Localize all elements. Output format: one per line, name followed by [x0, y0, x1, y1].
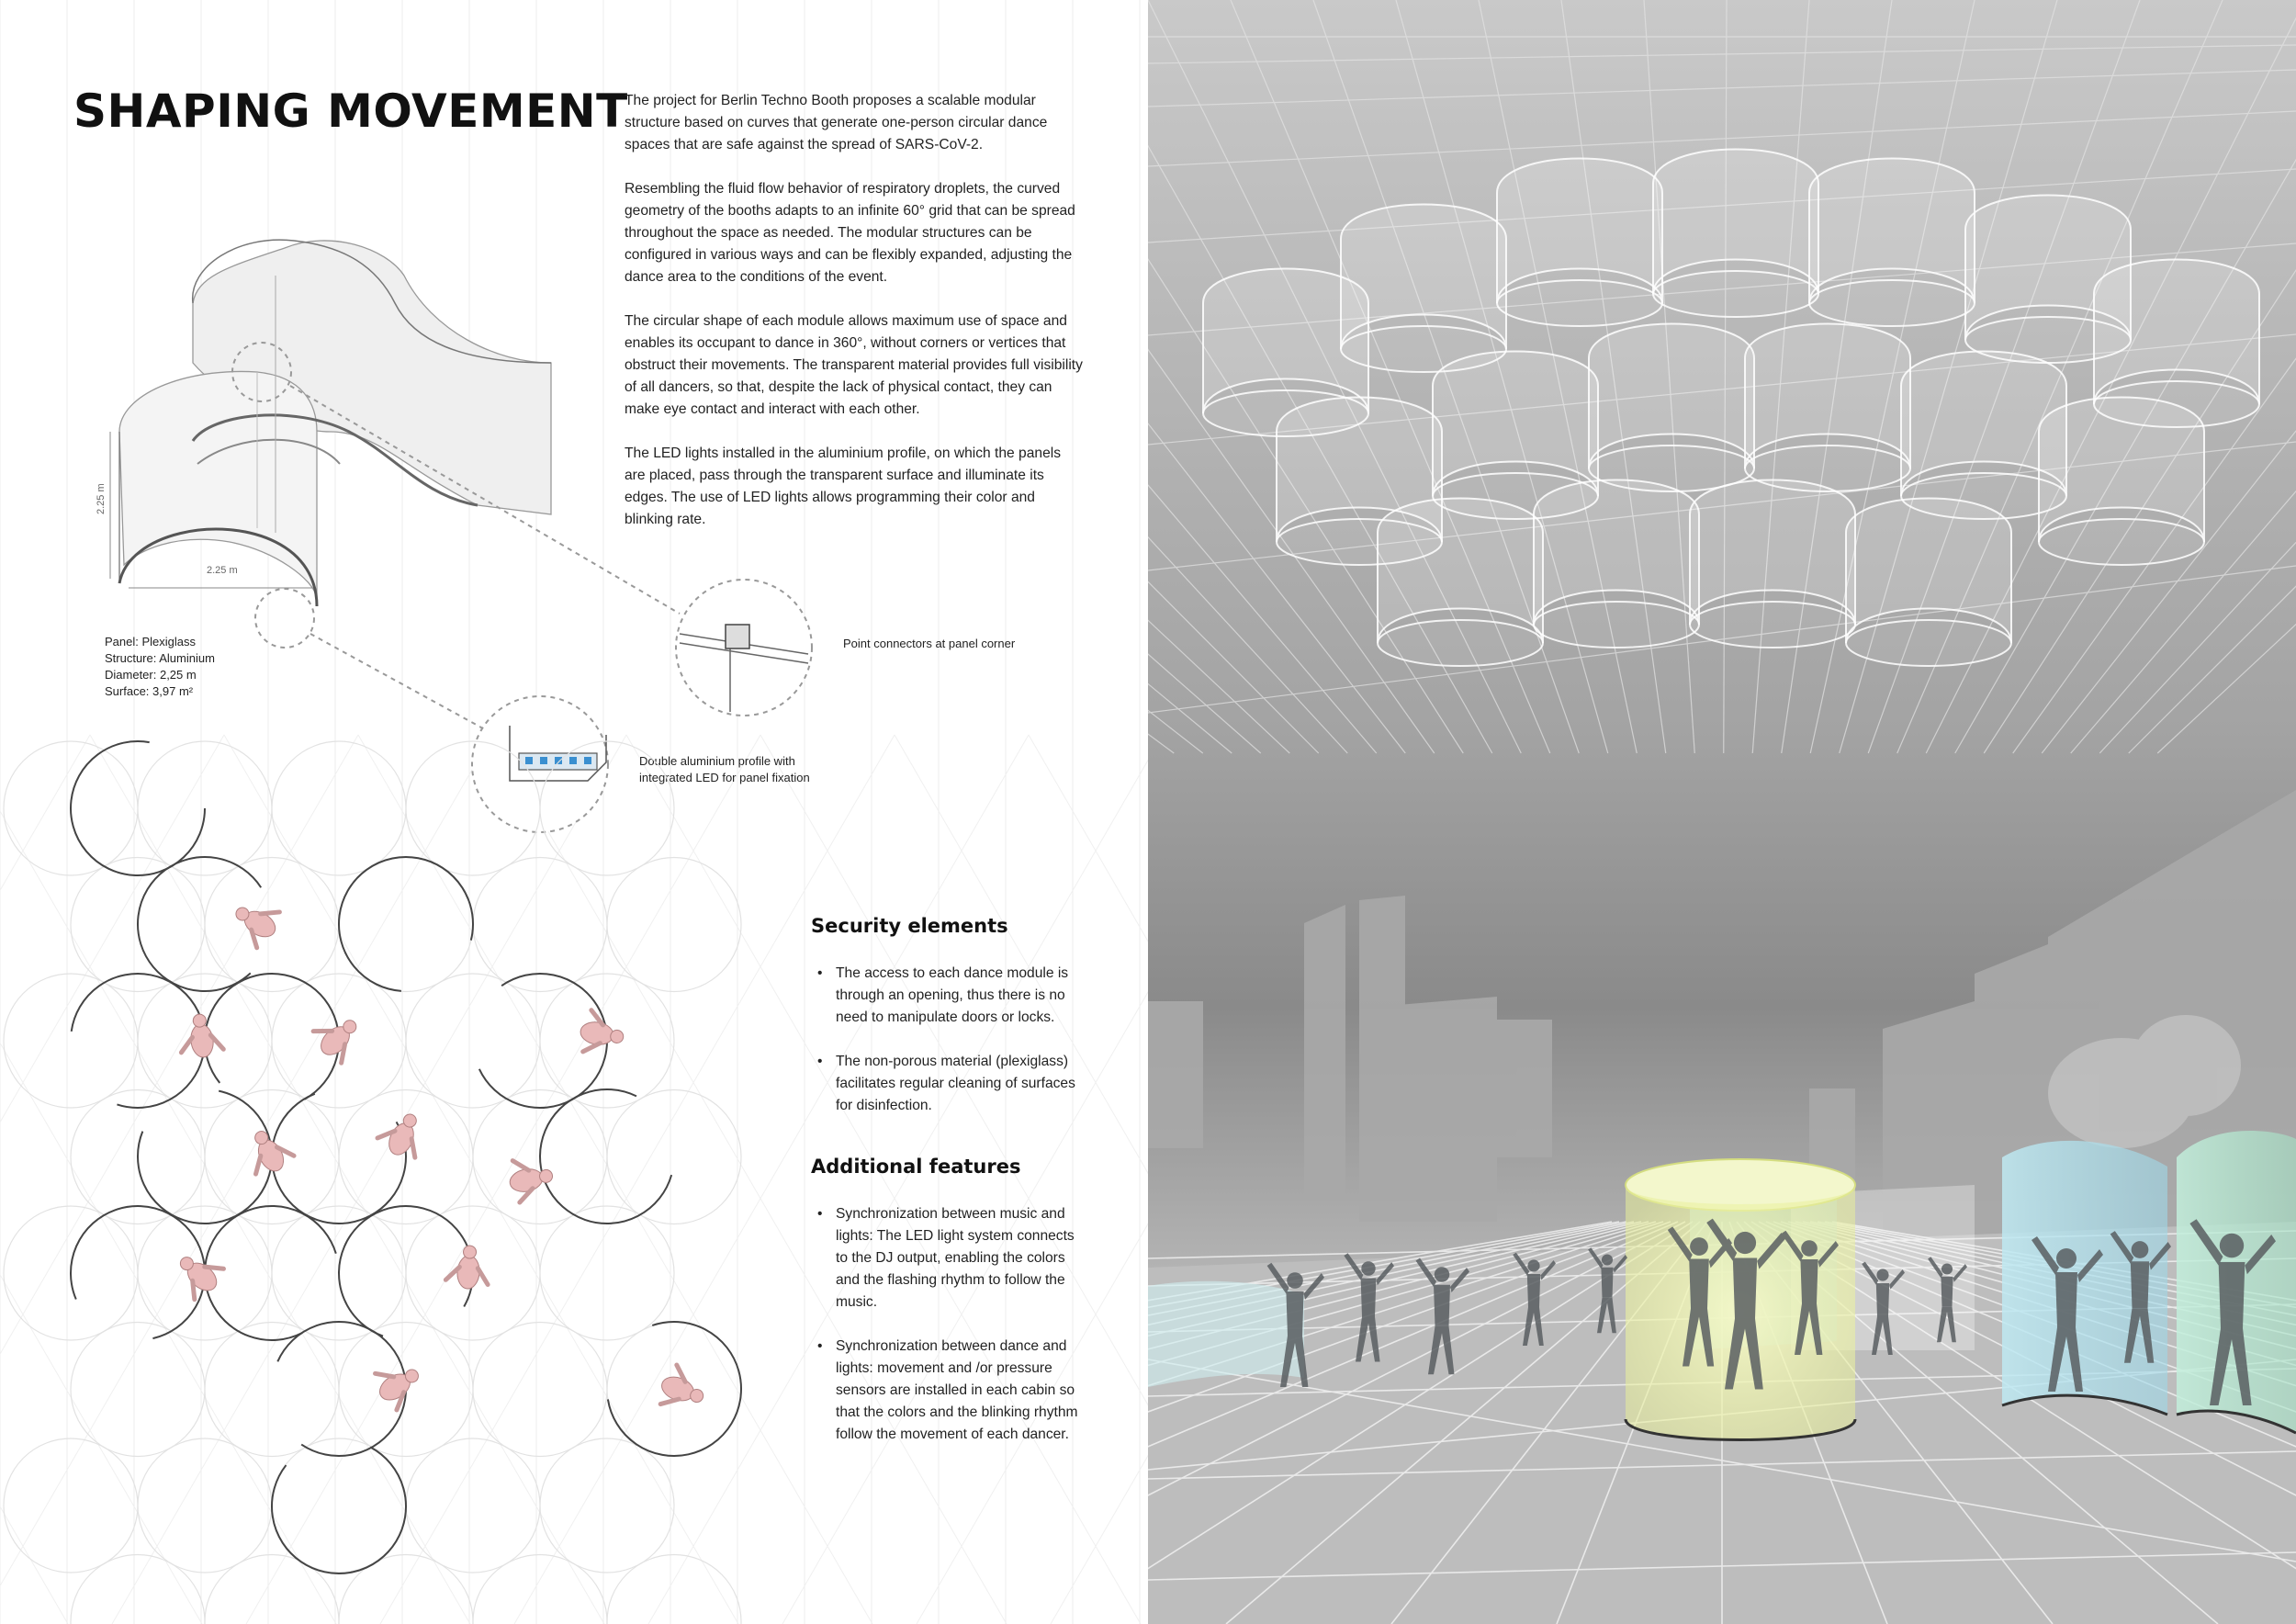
connector-callout: Point connectors at panel corner: [843, 637, 1016, 650]
width-dimension: 2.25 m: [207, 565, 238, 576]
spec-item: Surface: 3,97 m²: [105, 684, 194, 698]
intro-paragraph: The LED lights installed in the aluminium profile, on which the panels are placed, pass through the transparent surface and illuminate its edges. The use of LED lights allows programming their color and blinking rate.: [625, 445, 1062, 527]
list-item: • The access to each dance module is through an opening, thus there is no need to manipulate doors or locks.: [817, 963, 1084, 1029]
list-item: • The non-porous material (plexiglass) facilitates regular cleaning of surfaces for disinfection.: [817, 1051, 1084, 1117]
rendering-panel: [1148, 0, 2296, 1624]
intro-paragraph: The circular shape of each module allows maximum use of space and enables its occupant to dance in 360°, without corners or vertices that obstruct their movements. The transparent material provides full visibility of all dancers, so that, despite the lack of physical contact, they can make eye contact and interact with each other.: [625, 313, 1083, 417]
height-dimension: 2.25 m: [96, 483, 107, 514]
security-title: Security elements: [811, 915, 1008, 937]
additional-list: [817, 1203, 1084, 1468]
profile-callout-line: Double aluminium profile with: [639, 754, 795, 768]
additional-title: Additional features: [811, 1156, 1021, 1178]
spec-item: Panel: Plexiglass: [105, 635, 196, 648]
perspective-rendering: [1148, 0, 2296, 1624]
spec-item: Structure: Aluminium: [105, 651, 215, 665]
list-item: • Synchronization between dance and lights: movement and /or pressure sensors are installed in each cabin so that the colors and the blinking rhythm follow the movement of each dancer.: [817, 1336, 1084, 1446]
intro-paragraph: Resembling the fluid flow behavior of respiratory droplets, the curved geometry of the booths adapts to an infinite 60° grid that can be spread throughout the space as needed. The modular structures can be configured in various ways and can be flexibly expanded, adjusting the dance area to the conditions of the event.: [625, 181, 1075, 285]
page-title: SHAPING MOVEMENT: [73, 85, 628, 138]
intro-paragraph: The project for Berlin Techno Booth proposes a scalable modular structure based on curves that generate one-person circular dance spaces that are safe against the spread of SARS-CoV-2.: [625, 93, 1048, 152]
spec-item: Diameter: 2,25 m: [105, 668, 197, 682]
profile-callout-line: integrated LED for panel fixation: [639, 771, 810, 784]
security-list: [817, 963, 1084, 1139]
list-item: • Synchronization between music and lights: The LED light system connects to the DJ output, enabling the colors and the flashing rhythm to follow the music.: [817, 1203, 1084, 1314]
